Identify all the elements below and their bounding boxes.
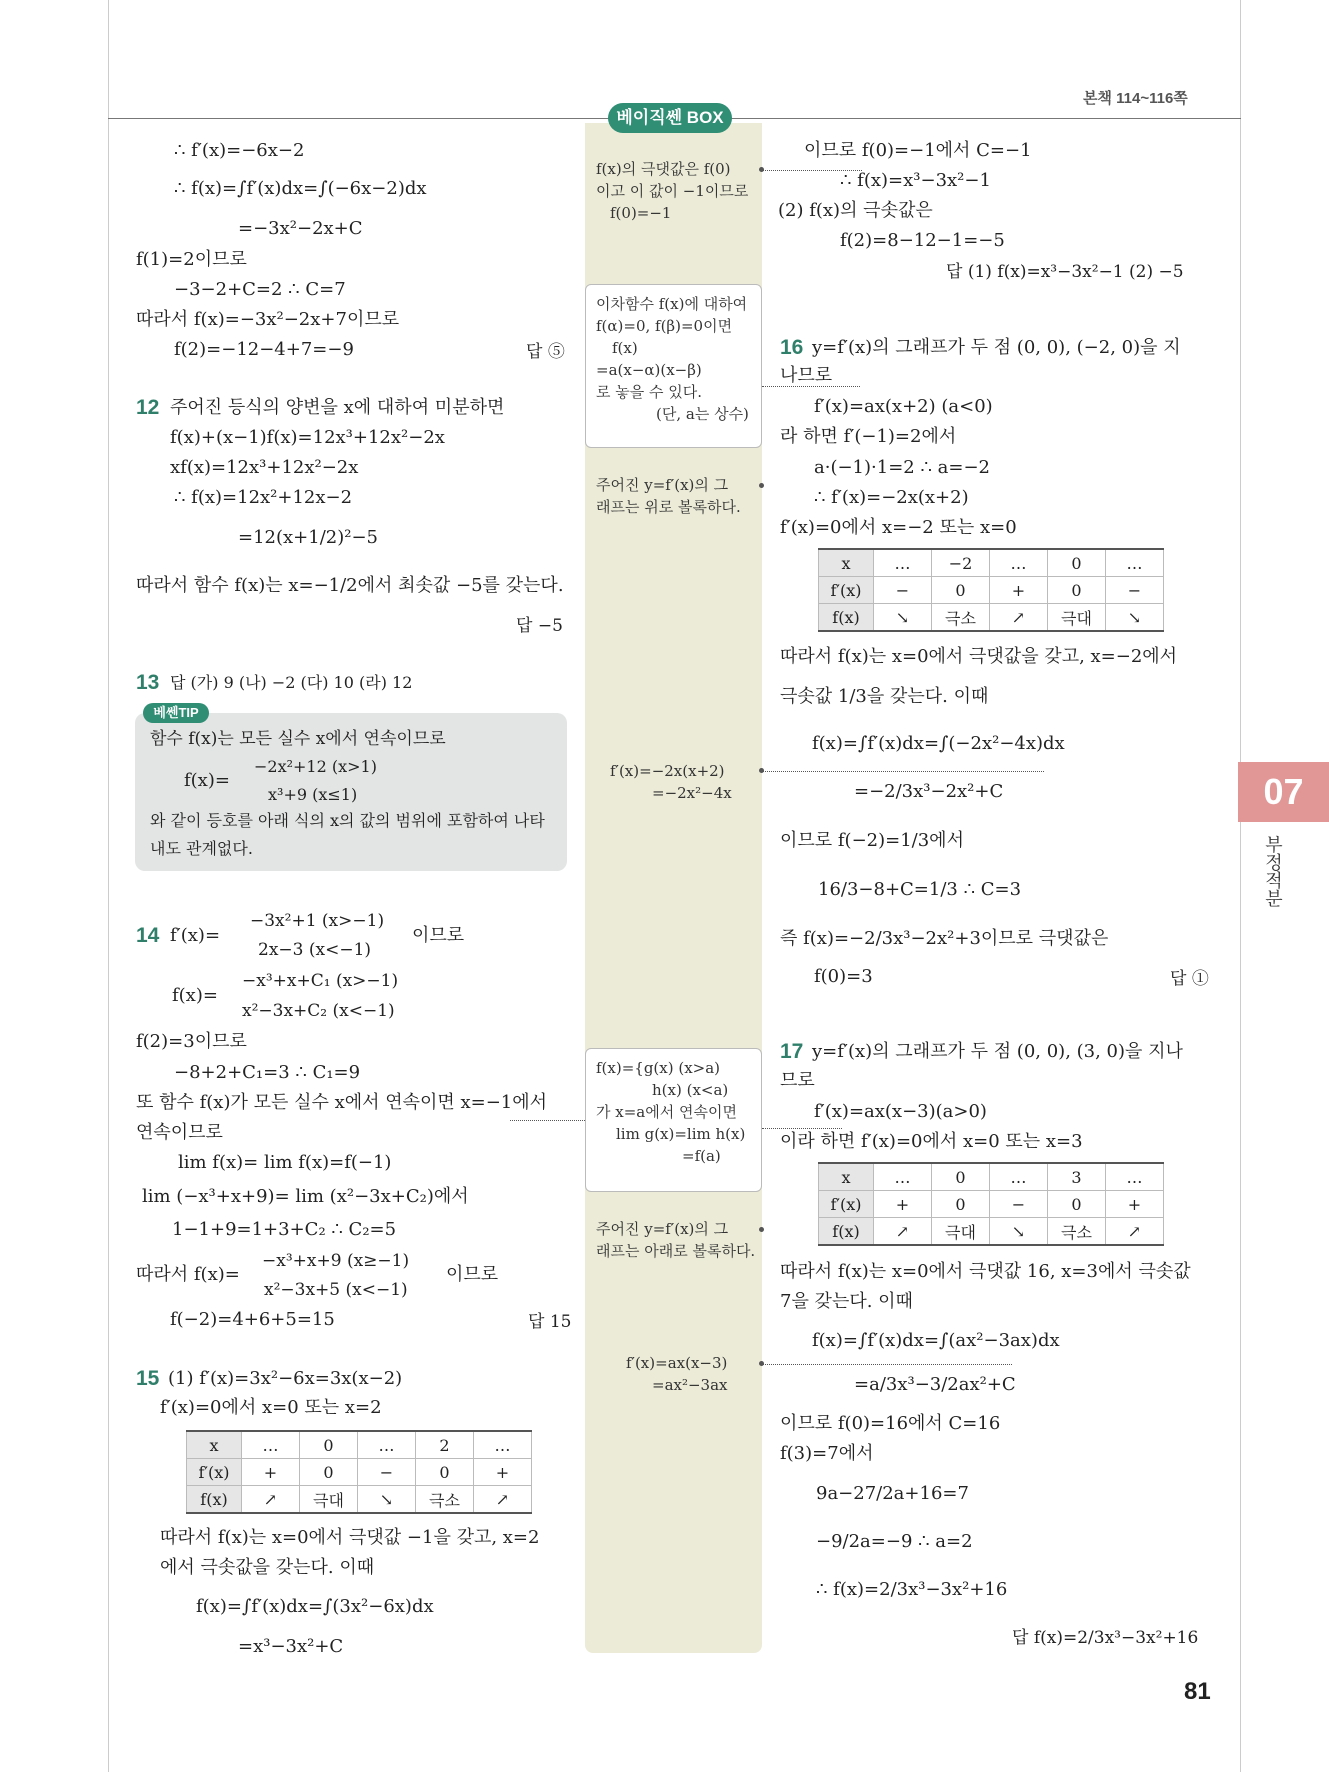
line: y=f′(x)의 그래프가 두 점 (0, 0), (−2, 0)을 지 <box>812 337 1181 358</box>
line: f(0)=3 <box>814 966 873 987</box>
line: =−2/3x³−2x²+C <box>854 781 1004 802</box>
line: ∴ f(x)=∫f′(x)dx=∫(−6x−2)dx <box>174 178 427 199</box>
line: x²−3x+5 (x<−1) <box>264 1280 408 1300</box>
line: −x³+x+9 (x≥−1) <box>262 1251 410 1271</box>
line: −3−2+C=2 ∴ C=7 <box>174 279 346 300</box>
line: ∴ f′(x)=−6x−2 <box>174 140 305 161</box>
line: 따라서 f(x)는 x=0에서 극댓값을 갖고, x=−2에서 <box>780 646 1178 667</box>
line: lim (−x³+x+9)= lim (x²−3x+C₂)에서 <box>142 1186 469 1207</box>
line: 7을 갖는다. 이때 <box>780 1291 913 1312</box>
tip-line: x³+9 (x≤1) <box>268 785 358 804</box>
line: f(−2)=4+6+5=15 <box>170 1309 335 1330</box>
tip-line: f(x)= <box>184 770 230 791</box>
line: ∴ f(x)=x³−3x²−1 <box>840 170 991 191</box>
line: xf(x)=12x³+12x²−2x <box>170 457 359 478</box>
tip-line: 내도 관계없다. <box>150 839 253 858</box>
line: =a/3x³−3/2ax²+C <box>854 1374 1016 1395</box>
line: 이므로 <box>412 925 465 946</box>
line: ∴ f(x)=2/3x³−3x²+16 <box>816 1579 1008 1600</box>
line: 1−1+9=1+3+C₂ ∴ C₂=5 <box>172 1219 397 1240</box>
line: 따라서 f(x)= <box>136 1264 240 1285</box>
line: 9a−27/2a+16=7 <box>816 1483 969 1504</box>
line: =x³−3x²+C <box>238 1636 344 1657</box>
line: 또 함수 f(x)가 모든 실수 x에서 연속이면 x=−1에서 <box>136 1092 548 1113</box>
line: 따라서 f(x)는 x=0에서 극댓값 16, x=3에서 극솟값 <box>780 1261 1191 1282</box>
line: f(x)=∫f′(x)dx=∫(3x²−6x)dx <box>196 1596 434 1617</box>
line: f(1)=2이므로 <box>136 249 247 270</box>
line: −9/2a=−9 ∴ a=2 <box>816 1531 973 1552</box>
line: 극솟값 1/3을 갖는다. 이때 <box>780 686 989 707</box>
line: (2) f(x)의 극솟값은 <box>778 200 933 221</box>
tip-line: −2x²+12 (x>1) <box>254 757 377 776</box>
sign-table-16: x … −2 … 0 … f′(x) − 0 + 0 − f(x) ↘ 극소 ↗ 극대 ↘ <box>818 548 1164 632</box>
line: f(2)=3이므로 <box>136 1031 247 1052</box>
line: =−3x²−2x+C <box>238 218 363 239</box>
problem-number: 14 <box>136 924 160 947</box>
box-note-5: f(x)={g(x) (x>a) h(x) (x<a) 가 x=a에서 연속이면 lim g(x)=lim h(x) =f(a) <box>585 1048 762 1192</box>
line: f′(x)= <box>170 925 221 946</box>
page-right-border <box>1240 0 1241 1772</box>
box-note-3: 주어진 y=f′(x)의 그 래프는 위로 볼록하다. <box>596 476 741 516</box>
line: 따라서 함수 f(x)는 x=−1/2에서 최솟값 −5를 갖는다. <box>136 575 564 596</box>
line: f′(x)=0에서 x=−2 또는 x=0 <box>780 517 1017 538</box>
line: 이므로 <box>446 1264 499 1285</box>
problem-number: 17 <box>780 1040 804 1063</box>
connector-dot <box>759 483 764 488</box>
page-number: 81 <box>1184 1678 1211 1705</box>
line: 므로 <box>780 1070 815 1091</box>
sign-table-15: x … 0 … 2 … f′(x) + 0 − 0 + f(x) ↗ 극대 ↘ 극소 ↗ <box>186 1430 532 1514</box>
line: f(x)+(x−1)f(x)=12x³+12x²−2x <box>170 427 445 448</box>
answer: 답 ⑤ <box>526 342 565 362</box>
line: f(x)=∫f′(x)dx=∫(−2x²−4x)dx <box>812 733 1065 754</box>
line: 이므로 f(0)=−1에서 C=−1 <box>804 140 1032 161</box>
box-note-2: 이차함수 f(x)에 대하여 f(α)=0, f(β)=0이면 f(x) =a(x−α)(x−β) 로 놓을 수 있다. (단, a는 상수) <box>585 284 762 448</box>
line: lim f(x)= lim f(x)=f(−1) <box>178 1152 392 1173</box>
line: f′(x)=ax(x+2) (a<0) <box>814 396 993 417</box>
line: ∴ f(x)=12x²+12x−2 <box>174 487 353 508</box>
line: −3x²+1 (x>−1) <box>250 911 385 931</box>
problem-number: 13 <box>136 671 160 694</box>
line: 연속이므로 <box>136 1122 223 1143</box>
problem-number: 12 <box>136 396 160 419</box>
connector-dot <box>759 1227 764 1232</box>
line: 에서 극솟값을 갖는다. 이때 <box>160 1557 375 1578</box>
answer: 답 (1) f(x)=x³−3x²−1 (2) −5 <box>946 262 1184 282</box>
line: 따라서 f(x)=−3x²−2x+7이므로 <box>136 309 400 330</box>
sign-table-17: x … 0 … 3 … f′(x) + 0 − 0 + f(x) ↗ 극대 ↘ 극소 ↗ <box>818 1162 1164 1246</box>
tip-tag: 베쎈TIP <box>143 703 209 723</box>
line: 이므로 f(0)=16에서 C=16 <box>780 1413 1001 1434</box>
line: f′(x)=0에서 x=0 또는 x=2 <box>160 1397 382 1418</box>
problem-number: 15 <box>136 1367 160 1390</box>
box-note-7: f′(x)=ax(x−3) =ax²−3ax <box>626 1354 728 1394</box>
line: f(2)=8−12−1=−5 <box>840 230 1005 251</box>
line: f(x)=∫f′(x)dx=∫(ax²−3ax)dx <box>812 1330 1060 1351</box>
box-note-6: 주어진 y=f′(x)의 그 래프는 아래로 볼록하다. <box>596 1220 756 1260</box>
line: y=f′(x)의 그래프가 두 점 (0, 0), (3, 0)을 지나 <box>812 1041 1183 1062</box>
connector-line <box>762 1364 1012 1365</box>
line: 이라 하면 f′(x)=0에서 x=0 또는 x=3 <box>780 1131 1083 1152</box>
connector-line <box>762 1128 842 1129</box>
line: f′(x)=ax(x−3)(a>0) <box>814 1101 987 1122</box>
connector-line <box>510 1120 585 1121</box>
line: f(2)=−12−4+7=−9 <box>174 339 354 360</box>
line: 라 하면 f′(−1)=2에서 <box>780 426 957 447</box>
line: =12(x+1/2)²−5 <box>238 527 378 548</box>
line: 나므로 <box>780 365 833 386</box>
answer: 답 ① <box>1170 969 1209 989</box>
page-reference: 본책 114~116쪽 <box>1083 90 1188 107</box>
page-left-border <box>108 0 109 1772</box>
line: (1) f′(x)=3x²−6x=3x(x−2) <box>168 1368 403 1389</box>
line: 이므로 f(−2)=1/3에서 <box>780 830 964 851</box>
box-note-4: f′(x)=−2x(x+2) =−2x²−4x <box>610 762 732 802</box>
box-note-1: f(x)의 극댓값은 f(0) 이고 이 값이 −1이므로 f(0)=−1 <box>596 160 749 222</box>
line: 16/3−8+C=1/3 ∴ C=3 <box>818 879 1022 900</box>
chapter-tab: 07 <box>1238 762 1329 822</box>
tip-line: 함수 f(x)는 모든 실수 x에서 연속이므로 <box>150 729 446 749</box>
line: 답 (가) 9 (나) −2 (다) 10 (라) 12 <box>170 673 413 692</box>
line: f(x)= <box>172 985 218 1006</box>
connector-line <box>762 771 1044 772</box>
tip-line: 와 같이 등호를 아래 식의 x의 값의 범위에 포함하여 나타 <box>150 811 545 830</box>
line: 주어진 등식의 양변을 x에 대하여 미분하면 <box>170 397 505 418</box>
line: −8+2+C₁=3 ∴ C₁=9 <box>174 1062 361 1083</box>
line: f(3)=7에서 <box>780 1443 874 1464</box>
problem-number: 16 <box>780 336 804 359</box>
line: −x³+x+C₁ (x>−1) <box>242 971 399 991</box>
line: 따라서 f(x)는 x=0에서 극댓값 −1을 갖고, x=2 <box>160 1527 540 1548</box>
line: 2x−3 (x<−1) <box>258 940 372 960</box>
chapter-name: 부정적분 <box>1263 835 1283 907</box>
box-title: 베이직쎈 BOX <box>608 103 732 133</box>
answer: 답 −5 <box>516 616 563 636</box>
line: ∴ f′(x)=−2x(x+2) <box>814 487 969 508</box>
line: a·(−1)·1=2 ∴ a=−2 <box>814 457 990 478</box>
line: x²−3x+C₂ (x<−1) <box>242 1001 395 1021</box>
line: 즉 f(x)=−2/3x³−2x²+3이므로 극댓값은 <box>780 928 1109 949</box>
answer: 답 15 <box>528 1312 572 1332</box>
answer: 답 f(x)=2/3x³−3x²+16 <box>1012 1628 1199 1648</box>
